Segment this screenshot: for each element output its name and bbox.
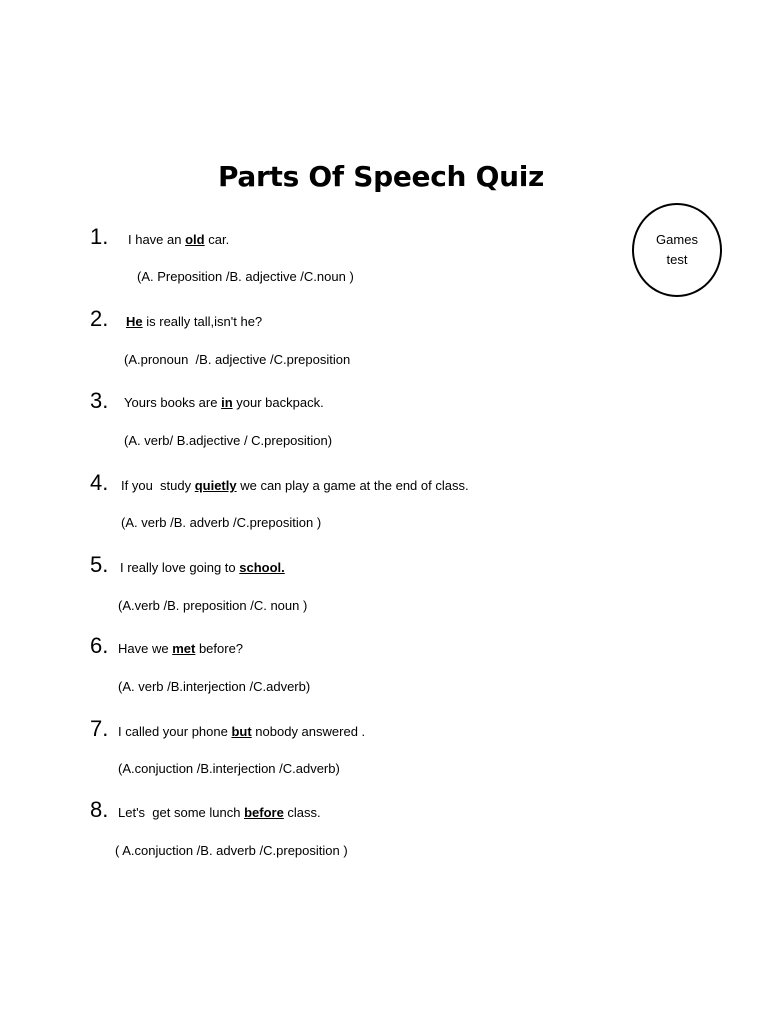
question-number: 1. xyxy=(90,224,109,249)
statement-after: car. xyxy=(204,232,230,247)
games-test-badge xyxy=(632,203,722,297)
badge-line-2: test xyxy=(666,252,688,267)
question-keyword: met xyxy=(172,641,196,656)
question-number: 8. xyxy=(90,797,109,822)
question-keyword: before xyxy=(244,805,284,820)
statement-before: Have we xyxy=(118,641,173,656)
question-options: (A.conjuction /B.interjection /C.adverb) xyxy=(118,761,340,776)
badge-line-1: Games xyxy=(656,232,698,247)
question-keyword: old xyxy=(185,232,205,247)
question-number: 3. xyxy=(90,388,109,413)
question-number: 5. xyxy=(90,552,109,577)
question-options: (A. Preposition /B. adjective /C.noun ) xyxy=(137,269,354,284)
question-statement xyxy=(126,314,262,330)
question-keyword: school. xyxy=(239,560,285,575)
question-keyword: but xyxy=(231,724,252,739)
question-number: 7. xyxy=(90,716,109,741)
question-options: ( A.conjuction /B. adverb /C.preposition ) xyxy=(115,843,348,858)
statement-before: I really love going to xyxy=(120,560,240,575)
statement-before: I have an xyxy=(128,232,186,247)
question-number: 4. xyxy=(90,470,109,495)
statement-before: If you study xyxy=(121,478,195,493)
question-statement xyxy=(128,232,229,248)
question-statement xyxy=(121,478,469,494)
statement-after: we can play a game at the end of class. xyxy=(236,478,469,493)
question-statement xyxy=(118,805,321,821)
question-options: (A.pronoun /B. adjective /C.preposition xyxy=(124,352,351,367)
question-statement xyxy=(124,395,324,411)
question-keyword: quietly xyxy=(194,478,237,493)
statement-after: your backpack. xyxy=(232,395,324,410)
question-keyword: He xyxy=(126,314,143,329)
question-options: (A. verb/ B.adjective / C.preposition) xyxy=(124,433,333,448)
question-number: 2. xyxy=(90,306,109,331)
statement-after: nobody answered . xyxy=(251,724,366,739)
statement-before: Yours books are xyxy=(124,395,222,410)
question-options: (A. verb /B. adverb /C.preposition ) xyxy=(121,515,322,530)
statement-after: class. xyxy=(283,805,321,820)
statement-after: is really tall,isn't he? xyxy=(142,314,263,329)
question-statement xyxy=(120,560,285,576)
statement-before: Let's get some lunch xyxy=(118,805,245,820)
page-title: Parts Of Speech Quiz xyxy=(217,160,545,193)
question-statement xyxy=(118,724,365,740)
statement-before: I called your phone xyxy=(118,724,232,739)
question-statement xyxy=(118,641,243,657)
question-options: (A.verb /B. preposition /C. noun ) xyxy=(118,598,308,613)
question-keyword: in xyxy=(221,395,233,410)
question-options: (A. verb /B.interjection /C.adverb) xyxy=(118,679,311,694)
question-number: 6. xyxy=(90,633,109,658)
statement-after: before? xyxy=(195,641,244,656)
